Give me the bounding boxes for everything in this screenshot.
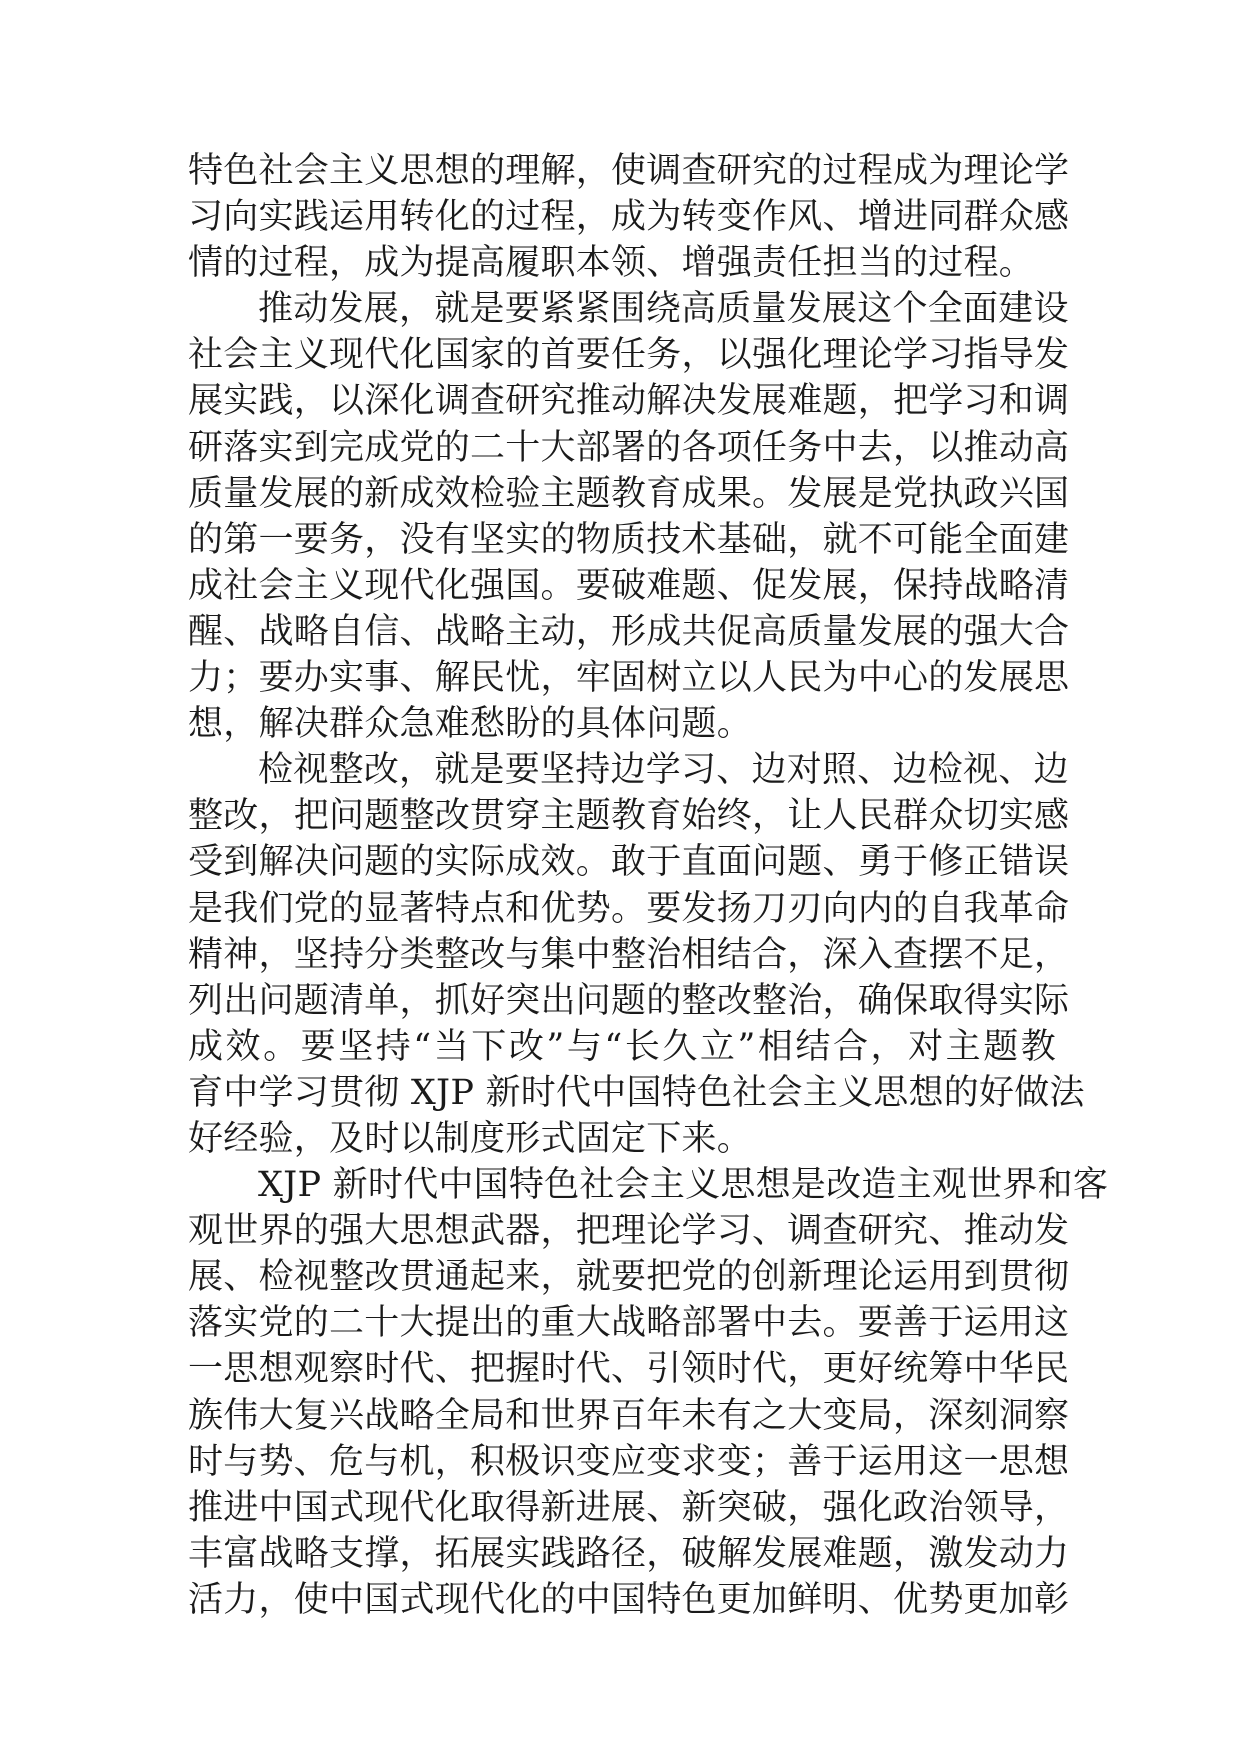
text-line: 的第一要务，没有坚实的物质技术基础，就不可能全面建 [188, 519, 1070, 560]
text-line: 情的过程，成为提高履职本领、增强责任担当的过程。 [188, 243, 1035, 284]
text-line: 醒、战略自信、战略主动，形成共促高质量发展的强大合 [188, 611, 1070, 652]
text-line: 受到解决问题的实际成效。敢于直面问题、勇于修正错误 [188, 842, 1070, 883]
text-line: 族伟大复兴战略全局和世界百年未有之大变局，深刻洞察 [188, 1395, 1070, 1436]
text-line: 列出问题清单，抓好突出问题的整改整治，确保取得实际 [188, 980, 1070, 1021]
text-line: 展、检视整改贯通起来，就要把党的创新理论运用到贯彻 [188, 1257, 1070, 1298]
text-line: 成效。要坚持“当下改”与“长久立”相结合，对主题教 [188, 1026, 1056, 1067]
text-line: XJP 新时代中国特色社会主义思想是改造主观世界和客 [258, 1165, 1109, 1206]
text-line: 推动发展，就是要紧紧围绕高质量发展这个全面建设 [258, 289, 1069, 330]
text-line: 成社会主义现代化强国。要破难题、促发展，保持战略清 [188, 565, 1070, 606]
text-line: 好经验，及时以制度形式固定下来。 [188, 1118, 753, 1159]
text-line: 时与势、危与机，积极识变应变求变；善于运用这一思想 [188, 1441, 1070, 1482]
text-line: 丰富战略支撑，拓展实践路径，破解发展难题，激发动力 [188, 1533, 1070, 1574]
text-line: 观世界的强大思想武器，把理论学习、调查研究、推动发 [188, 1211, 1070, 1252]
paragraph [188, 148, 1070, 286]
text-line: 整改，把问题整改贯穿主题教育始终，让人民群众切实感 [188, 796, 1070, 837]
text-line: 想，解决群众急难愁盼的具体问题。 [188, 704, 753, 745]
text-line: 检视整改，就是要坚持边学习、边对照、边检视、边 [258, 750, 1069, 791]
text-line: 活力，使中国式现代化的中国特色更加鲜明、优势更加彰 [188, 1579, 1070, 1620]
text-line: 是我们党的显著特点和优势。要发扬刀刃向内的自我革命 [188, 888, 1070, 929]
text-line: 育中学习贯彻 XJP 新时代中国特色社会主义思想的好做法 [188, 1072, 1085, 1113]
body-text [188, 148, 1109, 1623]
text-line: 落实党的二十大提出的重大战略部署中去。要善于运用这 [188, 1303, 1070, 1344]
text-line: 研落实到完成党的二十大部署的各项任务中去，以推动高 [188, 427, 1070, 468]
text-line: 质量发展的新成效检验主题教育成果。发展是党执政兴国 [188, 473, 1070, 514]
text-line: 展实践，以深化调查研究推动解决发展难题，把学习和调 [188, 381, 1070, 422]
text-line: 精神，坚持分类整改与集中整治相结合，深入查摆不足， [188, 934, 1070, 975]
text-line: 推进中国式现代化取得新进展、新突破，强化政治领导， [188, 1487, 1070, 1528]
text-line: 特色社会主义思想的理解，使调查研究的过程成为理论学 [188, 151, 1070, 191]
text-line: 社会主义现代化国家的首要任务，以强化理论学习指导发 [188, 335, 1070, 376]
paragraph [188, 747, 1085, 1162]
text-line: 习向实践运用转化的过程，成为转变作风、增进同群众感 [188, 197, 1070, 238]
paragraph [188, 1162, 1109, 1623]
text-line: 一思想观察时代、把握时代、引领时代，更好统筹中华民 [188, 1349, 1070, 1390]
paragraph [188, 286, 1070, 747]
text-line: 力；要办实事、解民忧，牢固树立以人民为中心的发展思 [188, 658, 1070, 699]
